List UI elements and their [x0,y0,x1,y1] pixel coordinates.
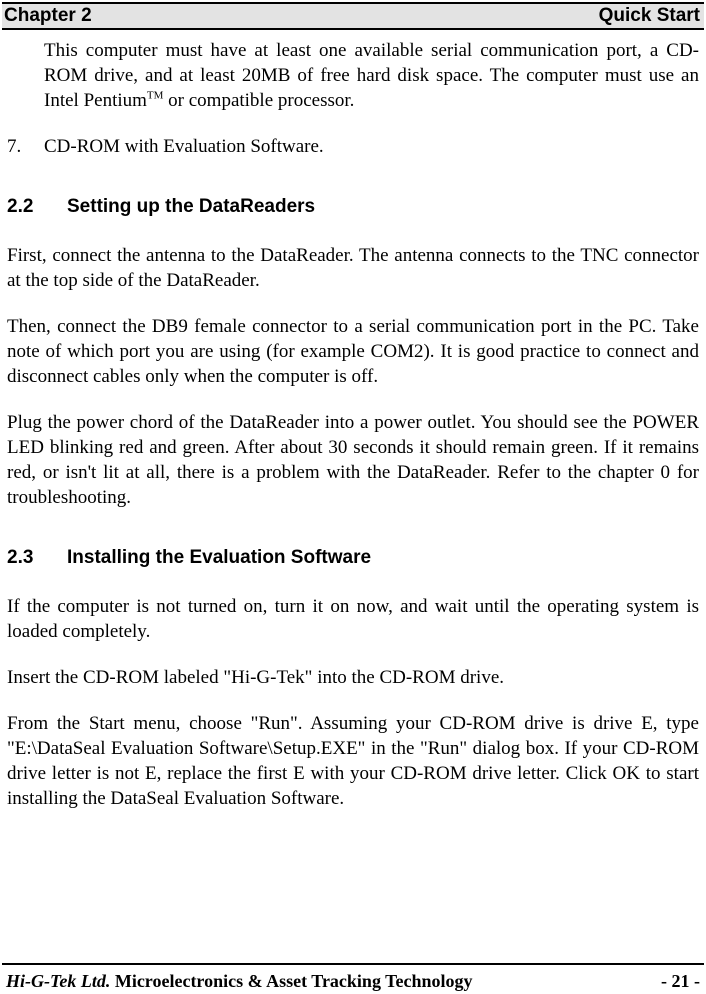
list-item-text: CD-ROM with Evaluation Software. [44,136,324,157]
company-name: Hi-G-Tek Ltd. [6,971,111,991]
list-item-number: 7. [7,136,22,157]
chapter-title: Quick Start [598,5,700,26]
paragraph: Plug the power chord of the DataReader into a power outlet. You should see the POWER LED blinking red and green. After about 30 seconds it should remain green. If it remains red, or isn't lit at all, there is a problem with the DataReader. Refer to the chapter 0 for troubleshooting. [7,412,699,508]
trademark-mark: TM [146,89,164,102]
page-footer [2,963,704,991]
list-item [7,134,699,159]
section-title: Installing the Evaluation Software [67,547,372,568]
section-heading-2-3 [7,546,699,570]
intro-paragraph [7,38,699,113]
paragraph: Then, connect the DB9 female connector to a serial communication port in the PC. Take note of which port you are using (for example COM2). It is good practice to connect and disconnect cables only when the computer is off. [7,316,699,387]
page-header [2,2,704,30]
paragraph: If the computer is not turned on, turn it on now, and wait until the operating system is loaded completely. [7,596,699,642]
section-number: 2.2 [7,196,34,217]
intro-text-end: or compatible processor. [163,90,355,111]
section-title: Setting up the DataReaders [67,196,316,217]
intro-text: This computer must have at least one available serial communication port, a CD-ROM drive, and at least 20MB of free hard disk space. The computer must use an Intel Pentium [44,40,699,111]
paragraph: First, connect the antenna to the DataReader. The antenna connects to the TNC connector at the top side of the DataReader. [7,245,699,291]
paragraph: From the Start menu, choose "Run". Assuming your CD-ROM drive is drive E, type "E:\DataSeal Evaluation Software\Setup.EXE" in the "Run" dialog box. If your CD-ROM drive letter is not E, replace the first E with your CD-ROM drive letter. Click OK to start installing the DataSeal Evaluation Software. [7,713,699,809]
paragraph: Insert the CD-ROM labeled "Hi-G-Tek" into the CD-ROM drive. [7,667,505,688]
footer-company [6,968,472,994]
section-heading-2-2 [7,195,699,219]
page-content [7,38,699,811]
chapter-label: Chapter 2 [4,5,92,26]
section-number: 2.3 [7,547,34,568]
page-number: - 21 - [661,971,700,991]
company-tagline: Microelectronics & Asset Tracking Technology [110,971,473,991]
